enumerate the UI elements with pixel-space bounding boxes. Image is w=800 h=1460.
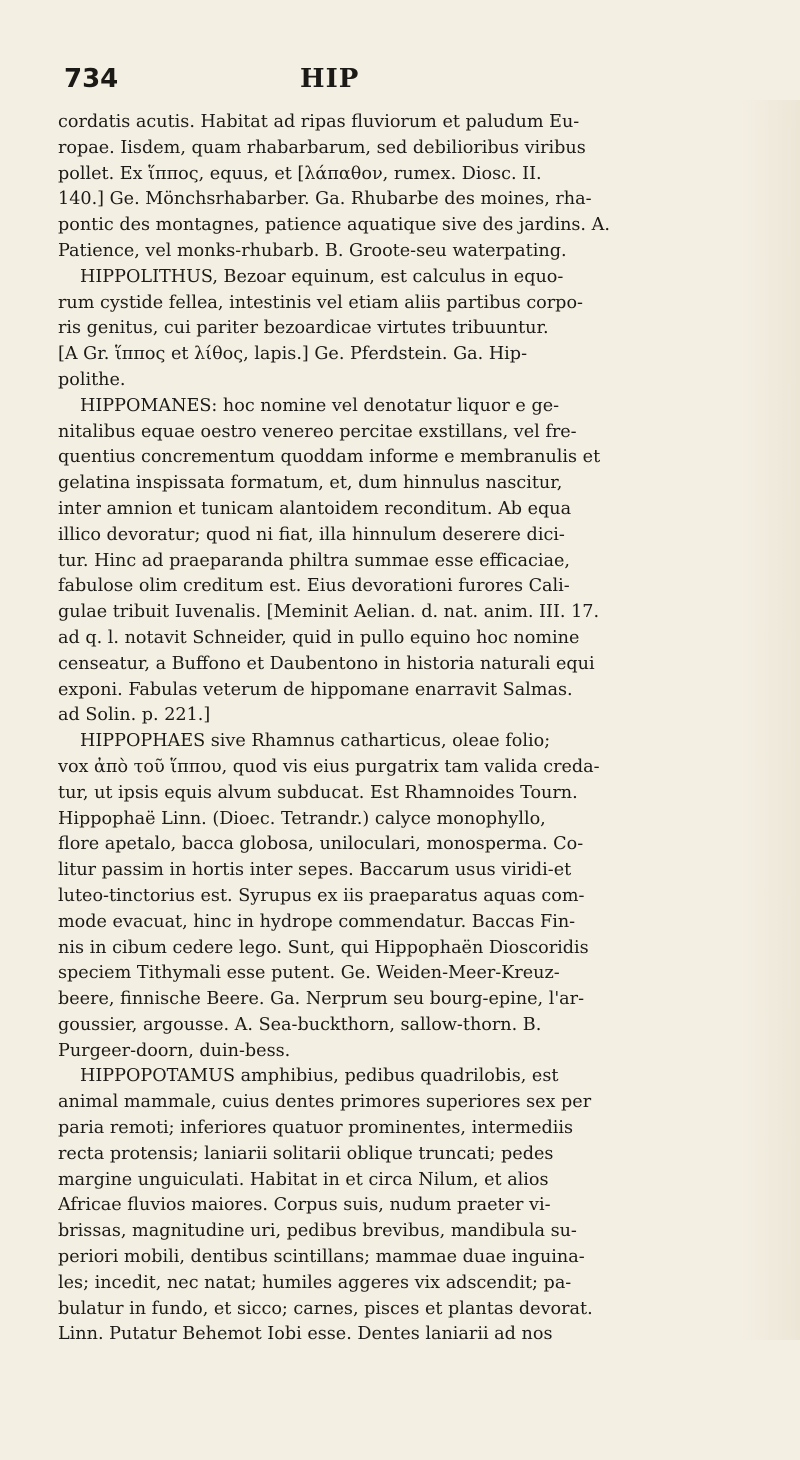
text-line: brissas, magnitudine uri, pedibus brevibus, mandibula su- bbox=[58, 1221, 577, 1242]
text-line: tur. Hinc ad praeparanda philtra summae esse efficaciae, bbox=[58, 550, 571, 571]
text-line: HIPPOLITHUS, Bezoar equinum, est calculus in equo- bbox=[80, 266, 564, 287]
text-line: ris genitus, cui pariter bezoardicae virtutes tribuuntur. bbox=[58, 318, 549, 339]
page-edge-shadow bbox=[740, 100, 800, 1340]
text-line: HIPPOPOTAMUS amphibius, pedibus quadrilobis, est bbox=[80, 1066, 559, 1087]
text-line: 140.] Ge. Mönchsrhabarber. Ga. Rhubarbe des moines, rha- bbox=[58, 189, 592, 210]
text-line: gelatina inspissata formatum, et, dum hinnulus nascitur, bbox=[58, 473, 563, 494]
text-line: ad q. l. notavit Schneider, quid in pullo equino hoc nomine bbox=[58, 627, 580, 648]
page-header bbox=[64, 64, 736, 104]
text-line: flore apetalo, bacca globosa, uniloculari, monosperma. Co- bbox=[58, 834, 584, 855]
text-line: periori mobili, dentibus scintillans; mammae duae inguina- bbox=[58, 1247, 585, 1268]
page-number: 734 bbox=[64, 64, 119, 94]
text-line: [A Gr. ἵππος et λίθος, lapis.] Ge. Pferdstein. Ga. Hip- bbox=[58, 344, 528, 365]
running-head: HIP bbox=[300, 64, 360, 94]
text-line: animal mammale, cuius dentes primores superiores sex per bbox=[58, 1092, 592, 1113]
text-line: HIPPOMANES: hoc nomine vel denotatur liquor e ge- bbox=[80, 395, 560, 416]
text-line: speciem Tithymali esse putent. Ge. Weiden-Meer-Kreuz- bbox=[58, 963, 560, 984]
text-line: goussier, argousse. A. Sea-buckthorn, sallow-thorn. B. bbox=[58, 1014, 542, 1035]
text-line: ropae. Iisdem, quam rhabarbarum, sed debilioribus viribus bbox=[58, 137, 586, 158]
text-line: Patience, vel monks-rhubarb. B. Groote-seu waterpating. bbox=[58, 240, 567, 261]
text-line: luteo-tinctorius est. Syrupus ex iis praeparatus aquas com- bbox=[58, 885, 585, 906]
text-line: bulatur in fundo, et sicco; carnes, pisces et plantas devorat. bbox=[58, 1298, 593, 1319]
text-line: rum cystide fellea, intestinis vel etiam aliis partibus corpo- bbox=[58, 292, 583, 313]
text-line: paria remoti; inferiores quatuor prominentes, intermediis bbox=[58, 1118, 574, 1139]
text-line: Hippophaë Linn. (Dioec. Tetrandr.) calyce monophyllo, bbox=[58, 808, 546, 829]
text-line: polithe. bbox=[58, 369, 126, 390]
text-line: pollet. Ex ἵππος, equus, et [λάπαθον, rumex. Diosc. II. bbox=[58, 163, 542, 184]
text-line: tur, ut ipsis equis alvum subducat. Est Rhamnoides Tourn. bbox=[58, 782, 578, 803]
text-line: nitalibus equae oestro venereo percitae exstillans, vel fre- bbox=[58, 421, 577, 442]
text-line: fabulose olim creditum est. Eius devorationi furores Cali- bbox=[58, 576, 570, 597]
text-line: ad Solin. p. 221.] bbox=[58, 705, 211, 726]
text-line: HIPPOPHAES sive Rhamnus catharticus, oleae folio; bbox=[80, 731, 551, 752]
text-line: illico devoratur; quod ni fiat, illa hinnulum deserere dici- bbox=[58, 524, 565, 545]
text-line: exponi. Fabulas veterum de hippomane enarravit Salmas. bbox=[58, 679, 573, 700]
text-line: cordatis acutis. Habitat ad ripas fluviorum et paludum Eu- bbox=[58, 112, 580, 132]
text-line: Linn. Putatur Behemot Iobi esse. Dentes laniarii ad nos bbox=[58, 1324, 553, 1345]
text-line: Purgeer-doorn, duin-bess. bbox=[58, 1040, 291, 1061]
text-line: litur passim in hortis inter sepes. Baccarum usus viridi-et bbox=[58, 860, 572, 881]
text-line: recta protensis; laniarii solitarii oblique truncati; pedes bbox=[58, 1143, 554, 1164]
text-line: mode evacuat, hinc in hydrope commendatur. Baccas Fin- bbox=[58, 911, 576, 932]
text-line: censeatur, a Buffono et Daubentono in historia naturali equi bbox=[58, 653, 595, 674]
text-line: margine unguiculati. Habitat in et circa Nilum, et alios bbox=[58, 1169, 549, 1190]
text-line: quentius concrementum quoddam informe e membranulis et bbox=[58, 447, 601, 468]
text-line: pontic des montagnes, patience aquatique sive des jardins. A. bbox=[58, 215, 610, 236]
text-line: beere, finnische Beere. Ga. Nerprum seu bourg-epine, l'ar- bbox=[58, 989, 585, 1010]
text-line: gulae tribuit Iuvenalis. [Meminit Aelian. d. nat. anim. III. 17. bbox=[58, 602, 600, 623]
text-line: Africae fluvios maiores. Corpus suis, nudum praeter vi- bbox=[58, 1195, 551, 1216]
text-line: les; incedit, nec natat; humiles aggeres vix adscendit; pa- bbox=[58, 1272, 572, 1293]
dictionary-text bbox=[58, 110, 748, 1348]
text-line: inter amnion et tunicam alantoidem reconditum. Ab equa bbox=[58, 498, 572, 519]
text-line: vox ἀπὸ τοῦ ἵππου, quod vis eius purgatrix tam valida creda- bbox=[58, 756, 600, 777]
text-line: nis in cibum cedere lego. Sunt, qui Hippophaën Dioscoridis bbox=[58, 937, 589, 958]
